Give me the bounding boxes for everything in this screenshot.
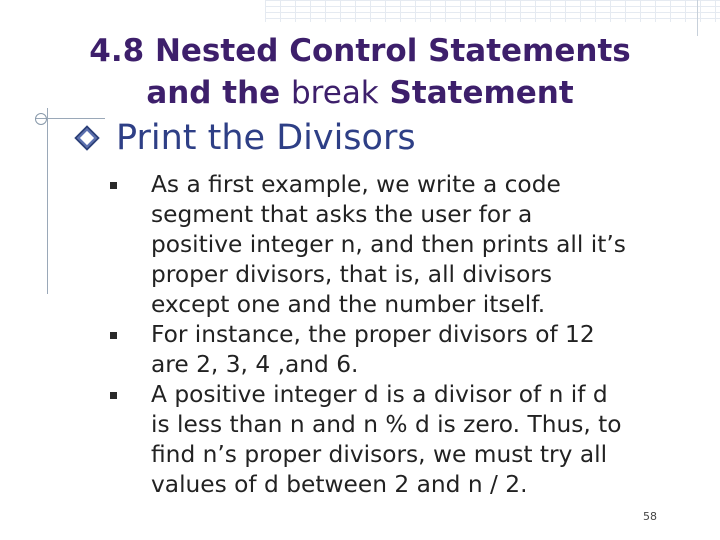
title-line-2 (60, 72, 660, 114)
subtitle-text: Print the Divisors (116, 118, 416, 158)
decorative-line-vertical (47, 108, 48, 294)
decorative-grid (265, 0, 720, 22)
diamond-bullet-icon (74, 125, 99, 150)
decorative-line-right (697, 0, 698, 36)
page-number: 58 (643, 510, 657, 523)
bullet-item (110, 380, 630, 500)
square-bullet-icon (110, 332, 117, 339)
square-bullet-icon (110, 182, 117, 189)
slide-title (60, 30, 660, 114)
square-bullet-icon (110, 392, 117, 399)
title-keyword: break (291, 75, 379, 111)
title-line-2-part-1: and the (146, 75, 291, 111)
bullet-text: A positive integer d is a divisor of n if d is less than n and n % d is zero. Thus, to find n’s proper divisors, we must try all values of d between 2 and n / 2. (151, 381, 622, 498)
bullet-text: For instance, the proper divisors of 12 are 2, 3, 4 ,and 6. (151, 321, 595, 378)
bullet-item (110, 170, 630, 320)
bullet-item (110, 320, 630, 380)
bullet-list (110, 170, 630, 500)
decorative-circle (35, 113, 47, 125)
bullet-text: As a first example, we write a code segment that asks the user for a positive integer n, and then prints all it’s proper divisors, that is, all divisors except one and the number itself. (151, 171, 626, 318)
title-line-1: 4.8 Nested Control Statements (89, 33, 631, 69)
subtitle (78, 118, 416, 158)
title-line-2-part-3: Statement (378, 75, 574, 111)
